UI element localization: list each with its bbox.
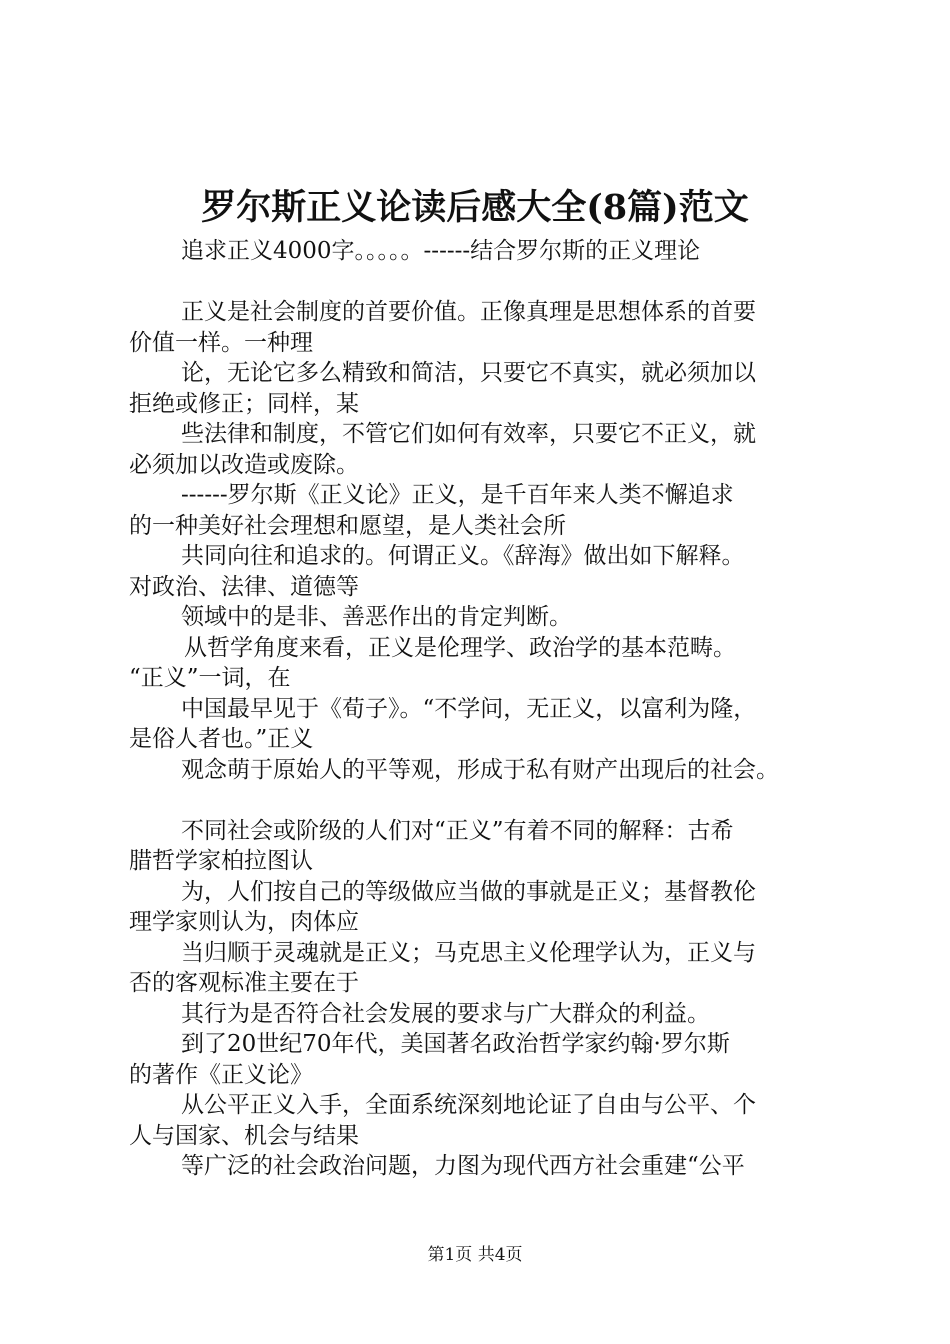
paragraph-line: 否的客观标准主要在于 [129,970,359,996]
paragraph-line: 领域中的是非、善恶作出的肯定判断。 [181,604,572,630]
paragraph-line: “正义”一词，在 [129,665,291,691]
document-title: 罗尔斯正义论读后感大全(8篇)范文 [201,187,749,228]
paragraph-line: 腊哲学家柏拉图认 [129,848,313,874]
paragraph-line: 的一种美好社会理想和愿望，是人类社会所 [129,512,566,539]
paragraph-line: 等广泛的社会政治问题，力图为现代西方社会重建“公平 [181,1153,745,1179]
paragraph-line: 人与国家、机会与结果 [129,1122,359,1149]
paragraph-line: 其行为是否符合社会发展的要求与广大群众的利益。 [181,1000,710,1027]
subtitle-line: 追求正义4000字。。。。。------结合罗尔斯的正义理论 [181,238,701,264]
paragraph-line: 论，无论它多么精致和简洁，只要它不真实，就必须加以 [181,360,756,386]
paragraph-line: 从公平正义入手，全面系统深刻地论证了自由与公平、个 [181,1092,756,1118]
paragraph-line: 共同向往和追求的。何谓正义。《辞海》做出如下解释。 [181,543,745,569]
blank-line [129,785,839,816]
paragraph-line: 是俗人者也。”正义 [129,726,314,752]
paragraph-line: ------罗尔斯《正义论》正义，是千百年来人类不懈追求 [181,482,734,508]
paragraph-line: 对政治、法律、道德等 [129,573,359,600]
paragraph-line: 观念萌于原始人的平等观，形成于私有财产出现后的社会。 [181,756,779,783]
document-body [129,236,839,1182]
paragraph-line: 拒绝或修正；同样，某 [129,390,359,417]
page-footer: 第1页 共4页 [427,1245,523,1265]
paragraph-line: 不同社会或阶级的人们对“正义”有着不同的解释：古希 [181,817,734,844]
paragraph-line: 些法律和制度，不管它们如何有效率，只要它不正义，就 [181,421,756,447]
paragraph-line: 为，人们按自己的等级做应当做的事就是正义；基督教伦 [181,878,756,905]
paragraph-line: 正义是社会制度的首要价值。正像真理是思想体系的首要 [181,299,756,325]
paragraph-line: 中国最早见于《荀子》。“不学问，无正义，以富利为隆， [181,695,757,722]
paragraph-line: 价值一样。一种理 [129,329,313,356]
paragraph-line: 理学家则认为，肉体应 [129,909,359,935]
paragraph-line: 的著作《正义论》 [129,1061,313,1088]
paragraph-line: 当归顺于灵魂就是正义；马克思主义伦理学认为，正义与 [181,939,756,966]
paragraph-line: 到了20世纪70年代，美国著名政治哲学家约翰·罗尔斯 [181,1031,730,1057]
paragraph-line: 必须加以改造或废除。 [129,451,359,478]
paragraph-line: 从哲学角度来看，正义是伦理学、政治学的基本范畴。 [184,634,736,661]
blank-line [129,267,839,298]
